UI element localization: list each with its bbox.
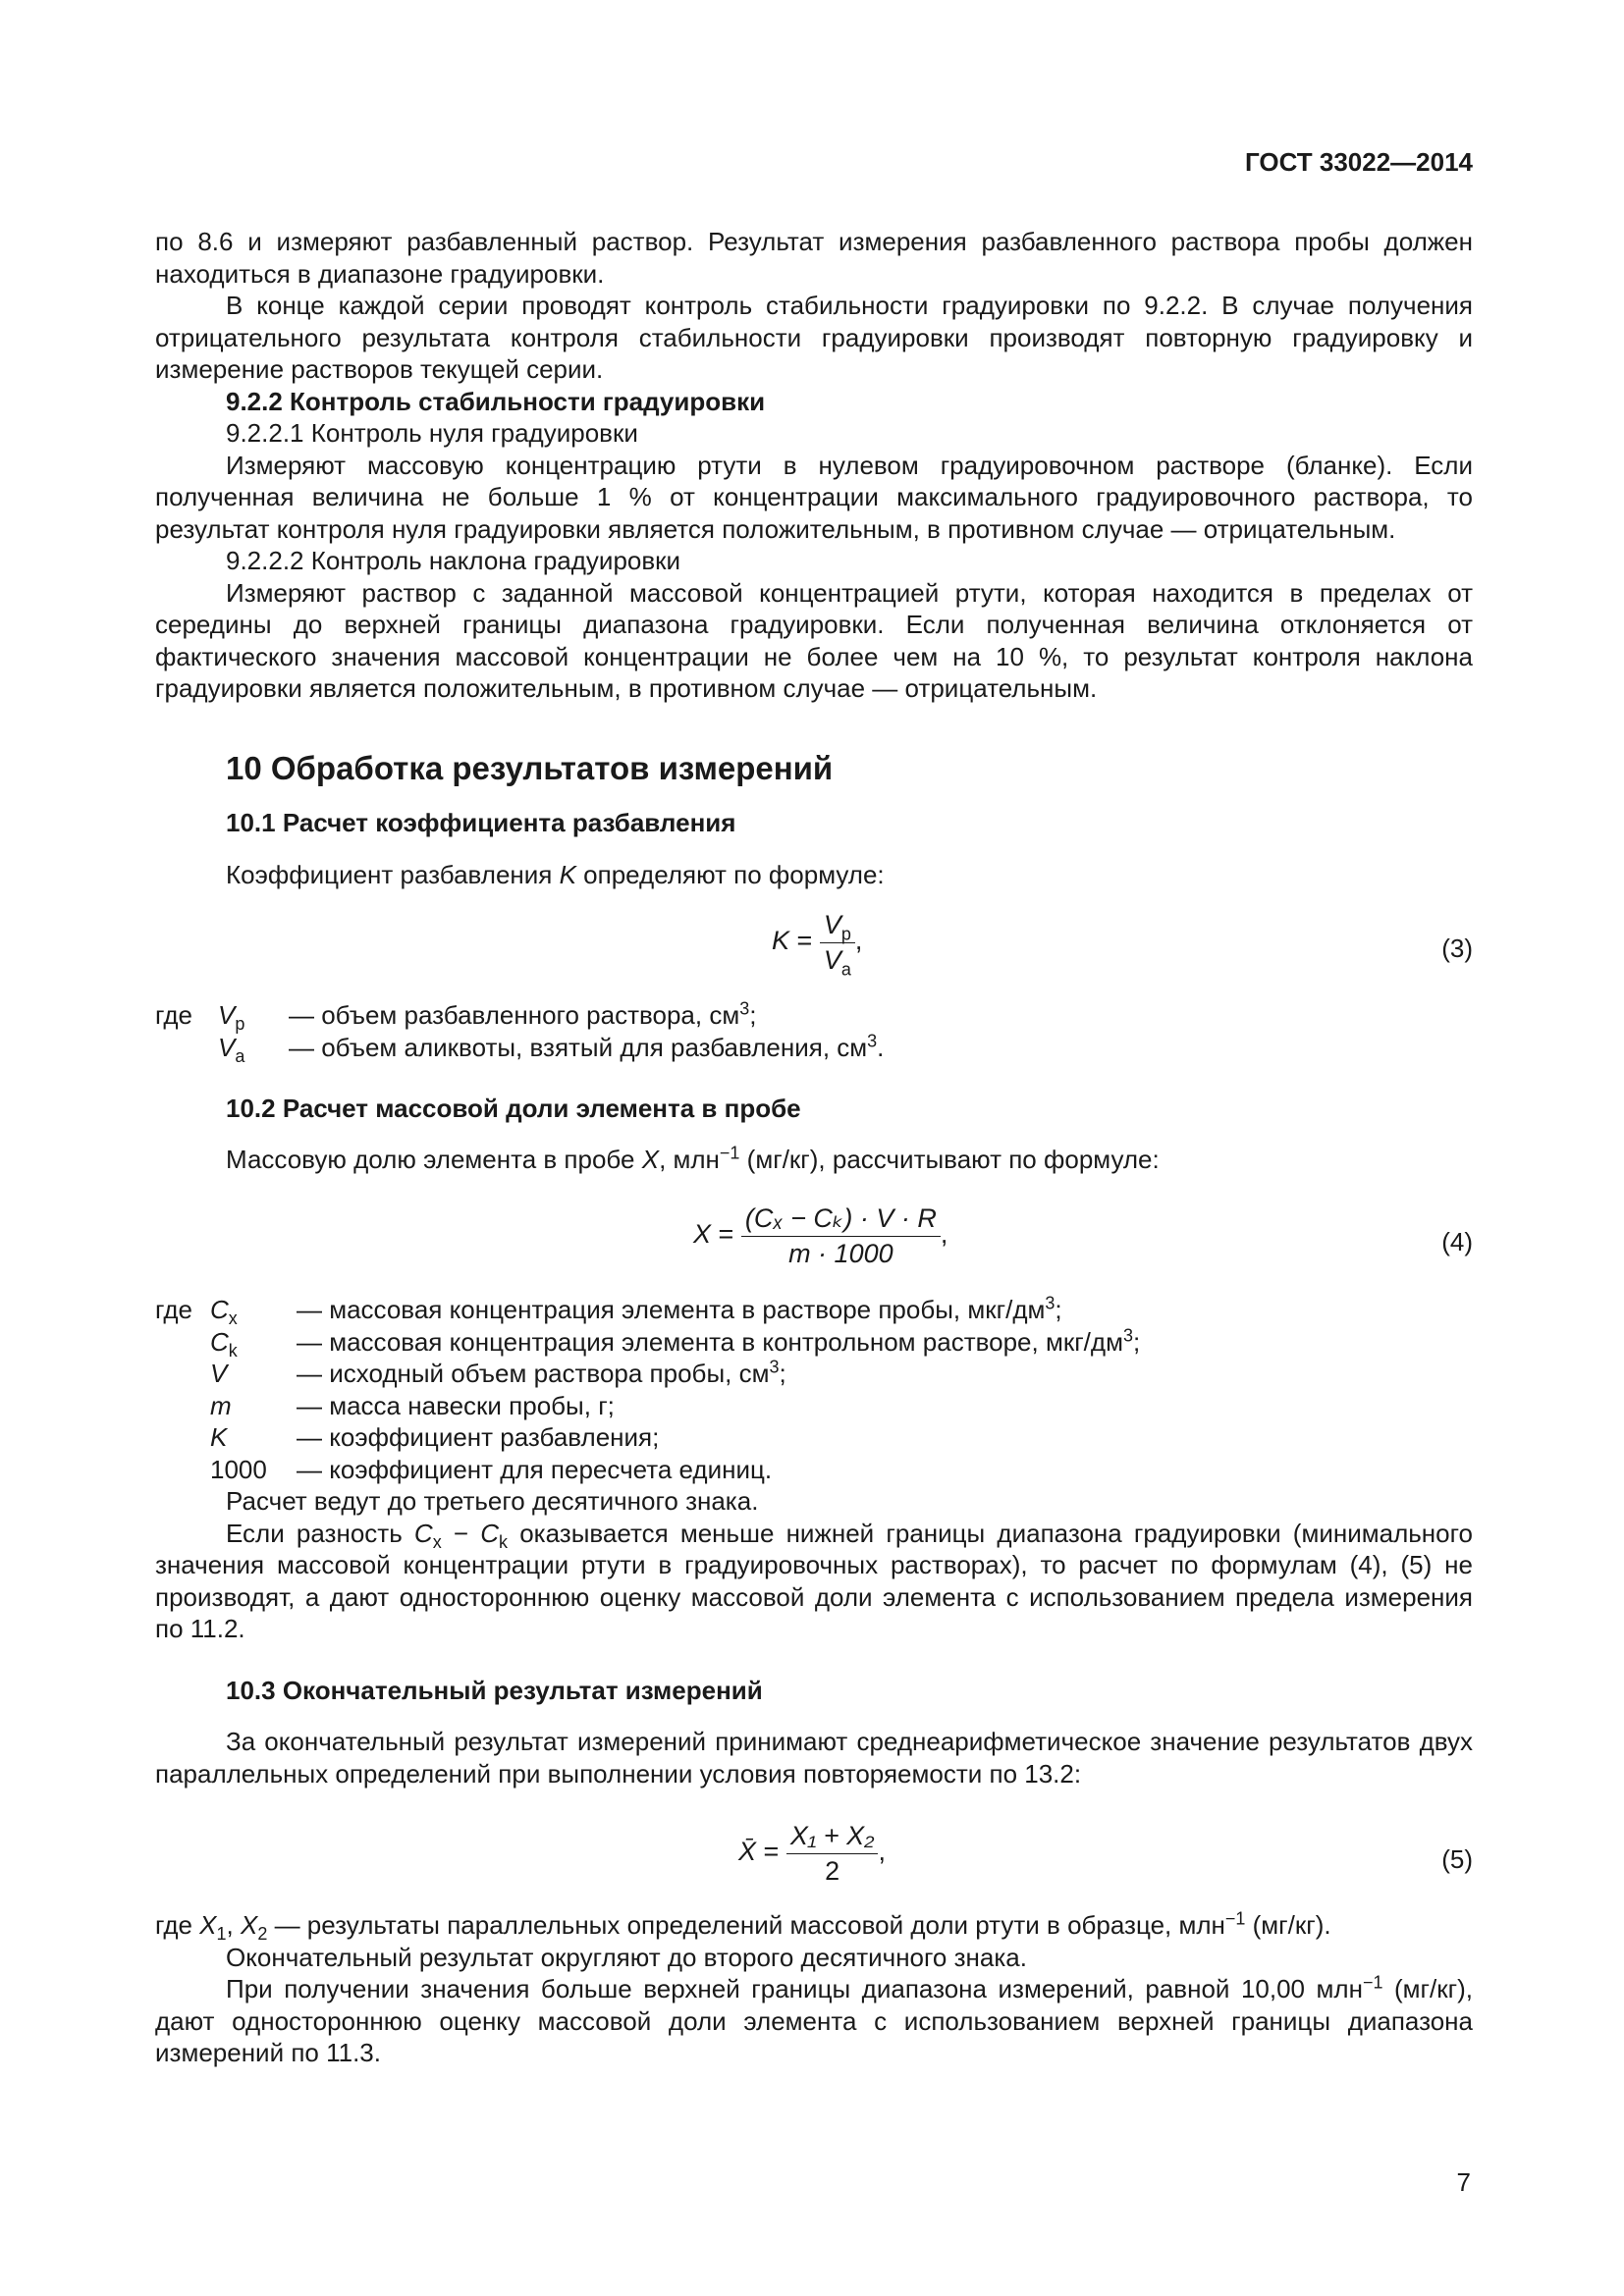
- section-10-1-title: 10.1 Расчет коэффициента разбавления: [226, 808, 736, 837]
- heading-9-2-2: 9.2.2 Контроль стабильности градуировки: [226, 386, 766, 416]
- formula-4-expr: X = $\frac{\text{(Cₓ − Cₖ) · V · R}}{m \cdot 1000}$ ,: [693, 1203, 948, 1268]
- fraction: $\frac{V_p}{V_a}$: [820, 909, 855, 976]
- top-text-block: [155, 226, 1473, 705]
- paragraph-diff: Если разность $C_x - C_k$ оказывается меньше нижней границы диапазона градуировки (минимального значения массовой концентрации ртути в градуировочных растворах), то расчет по формулам (4), (5) не производят, а дают одностороннюю оценку массовой доли элемента с использованием предела измерения по 11.2.: [155, 1518, 1473, 1643]
- formula-3-expr: K = $\frac{V_p}{V_a}$ ,: [772, 910, 863, 979]
- fraction: $\frac{\text{X₁ + X₂}}{2}$: [786, 1820, 879, 1887]
- section-10-1: [155, 807, 1473, 839]
- section-10-3-intro: [155, 1726, 1473, 1789]
- section-10-1-intro: [155, 859, 1473, 891]
- formula-3: [155, 909, 1473, 997]
- paragraph-4: Измеряют раствор с заданной массовой концентрацией ртути, которая находится в пределах от середины до верхней границы диапазона градуировки. Если полученная величина отклоняется от фактического значения массовой концентрации не более чем на 10 %, то результат контроля наклона градуировки является положительным, в противном случае — отрицательным.: [155, 577, 1473, 703]
- where-item: 1000 — коэффициент для пересчета единиц.: [210, 1454, 773, 1484]
- section-10-2-title: 10.2 Расчет массовой доли элемента в пробе: [226, 1094, 801, 1123]
- section-10-3: [155, 1675, 1473, 1707]
- paragraph-3: Измеряют массовую концентрацию ртути в нулевом градуировочном растворе (бланке). Если полученная величина не больше 1 % от концентрации максимального градуировочного раствора, то результат контроля нуля градуировки является положительным, в противном случае — отрицательным.: [155, 450, 1473, 544]
- paragraph-round: Окончательный результат округляют до второго десятичного знака.: [226, 1942, 1027, 1972]
- paragraph-1: по 8.6 и измеряют разбавленный раствор. Результат измерения разбавленного раствора пробы должен находиться в диапазоне градуировки.: [155, 227, 1473, 289]
- equation-number-5: (5): [1441, 1844, 1473, 1874]
- paragraph-calc: Расчет ведут до третьего десятичного знака.: [226, 1486, 759, 1516]
- where-list-10-1: [155, 998, 1473, 1066]
- section-10-title: 10 Обработка результатов измерений: [226, 750, 834, 786]
- formula-4: [155, 1202, 1473, 1291]
- where-item: K — коэффициент разбавления;: [210, 1422, 660, 1452]
- equation-number-3: (3): [1441, 934, 1473, 963]
- section-10-2-intro: [155, 1144, 1473, 1176]
- where-item: V — исходный объем раствора пробы, $см^3$;: [210, 1357, 786, 1388]
- where-item: $C_k$ — массовая концентрация элемента в контрольном растворе, мкг/$дм^3$;: [210, 1324, 1141, 1361]
- paragraph-2: В конце каждой серии проводят контроль стабильности градуировки по 9.2.2. В случае получения отрицательного результата контроля стабильности градуировки производят повторную градуировку и измерение растворов текущей серии.: [155, 291, 1473, 384]
- where-list-10-2: [155, 1294, 1473, 1645]
- section-10-2: [155, 1093, 1473, 1125]
- intro-10-2: Массовую долю элемента в пробе X, млн$^{-1}$ (мг/кг), рассчитывают по формуле:: [226, 1143, 1160, 1174]
- paragraph-upper: При получении значения больше верхней границы диапазона измерений, равной 10,00 млн$^{-1}$ (мг/кг), дают одностороннюю оценку массовой доли элемента с использованием верхней границы диапазона измерений по 11.3.: [155, 1972, 1473, 2067]
- document-header: ГОСТ 33022—2014: [1245, 147, 1473, 177]
- formula-5: [155, 1820, 1473, 1908]
- where-line-10-3: где $X_1$, $X_2$ — результаты параллельных определений массовой доли ртути в образце, млн$^{-1}$ (мг/кг).: [155, 1908, 1331, 1945]
- intro-10-1: Коэффициент разбавления K определяют по формуле:: [226, 860, 885, 889]
- section-10: [155, 749, 1473, 788]
- formula-5-expr: X̄ = $\frac{\text{X₁ + X₂}}{2}$ ,: [738, 1821, 886, 1886]
- page-number: 7: [1456, 2167, 1471, 2197]
- intro-10-3: За окончательный результат измерений принимают среднеарифметическое значение результатов двух параллельных определений при выполнении условия повторяемости по 13.2:: [155, 1727, 1473, 1789]
- equation-number-4: (4): [1441, 1227, 1473, 1256]
- where-item: m — масса навески пробы, г;: [210, 1390, 615, 1420]
- section-10-3-title: 10.3 Окончательный результат измерений: [226, 1676, 763, 1705]
- section-10-3-body: [155, 1909, 1473, 2069]
- where-item: $V_a$ — объем аликвоты, взятый для разбавления, $см^3$.: [218, 1030, 885, 1066]
- where-item: где $V_p$ — объем разбавленного раствора, $см^3$;: [155, 998, 757, 1035]
- fraction: $\frac{\text{(Cₓ − Cₖ) · V · R}}{m \cdot 1000}$: [741, 1202, 941, 1269]
- heading-9-2-2-1: 9.2.2.1 Контроль нуля градуировки: [226, 418, 638, 448]
- heading-9-2-2-2: 9.2.2.2 Контроль наклона градуировки: [226, 546, 681, 575]
- where-item: где $C_x$ — массовая концентрация элемента в растворе пробы, мкг/$дм^3$;: [155, 1293, 1062, 1329]
